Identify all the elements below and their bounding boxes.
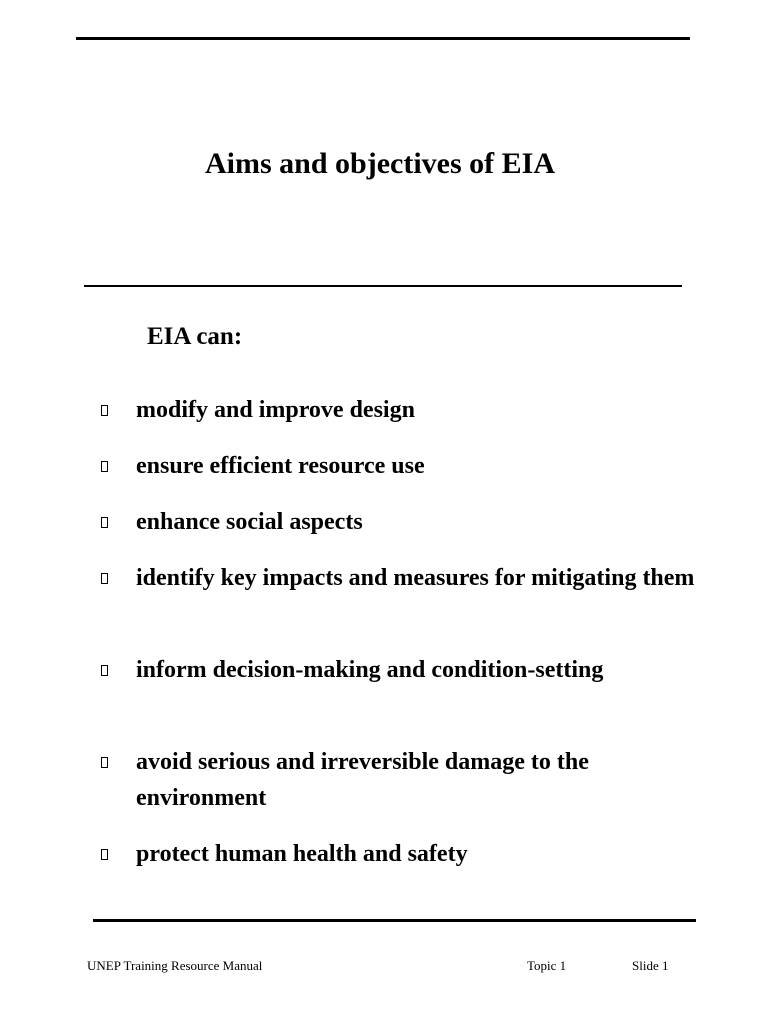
bullet-text: ensure efficient resource use [136,453,425,479]
slide-title: Aims and objectives of EIA [205,147,555,180]
footer-slide-number: Slide 1 [632,958,669,973]
bullet-icon [101,757,108,768]
bullet-icon [101,517,108,528]
bullet-icon [101,461,108,472]
bottom-rule [93,919,696,922]
bullet-icon [101,405,108,416]
bullet-icon [101,573,108,584]
bullet-text: enhance social aspects [136,509,363,535]
bullet-icon [101,849,108,860]
bullet-text: avoid serious and irreversible damage to the environment [136,749,589,811]
bullet-text: modify and improve design [136,397,415,423]
bullet-text: identify key impacts and measures for mitigating them [136,565,695,591]
intro-text: EIA can: [147,323,243,350]
footer-manual-title: UNEP Training Resource Manual [87,958,263,973]
bullet-text: protect human health and safety [136,841,468,867]
bullet-text: inform decision-making and condition-setting [136,657,604,683]
footer-topic: Topic 1 [527,958,567,973]
bullet-icon [101,665,108,676]
